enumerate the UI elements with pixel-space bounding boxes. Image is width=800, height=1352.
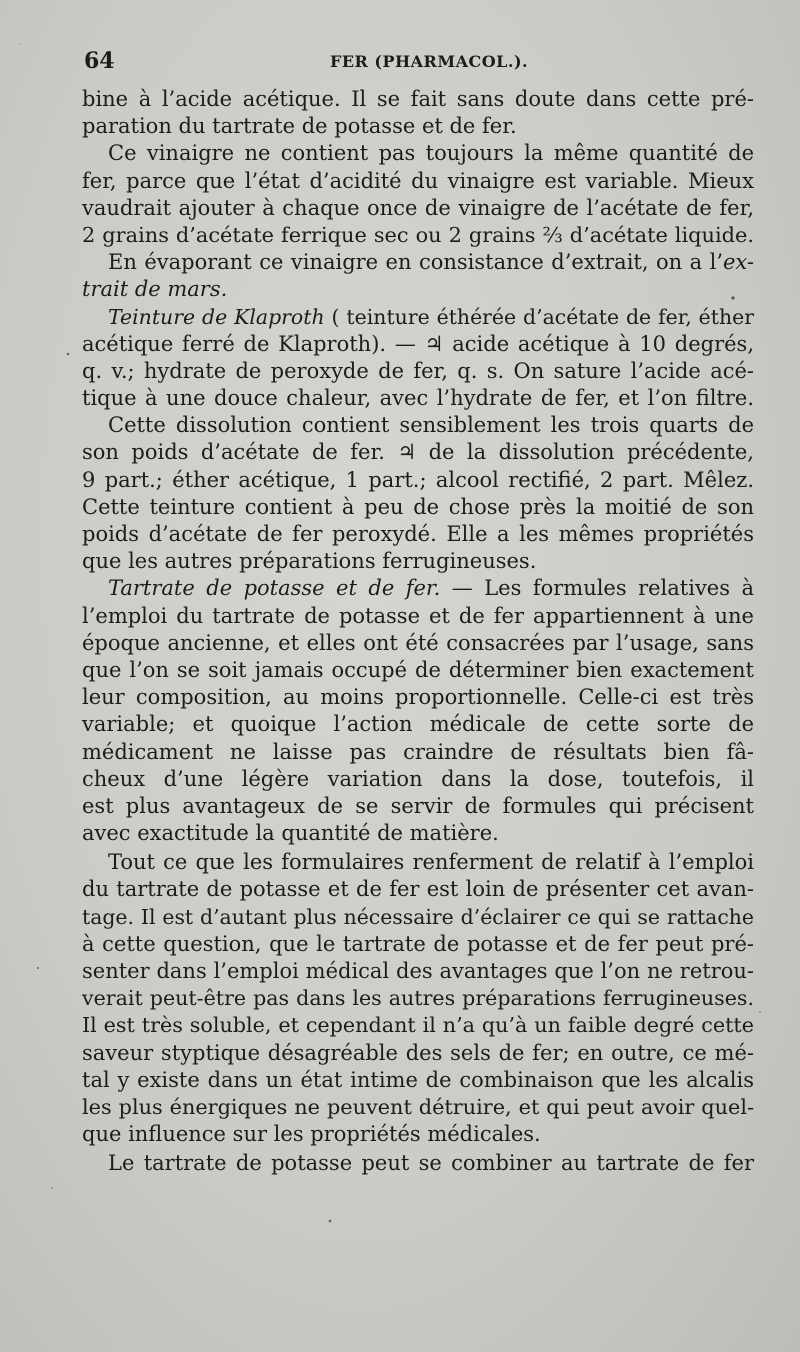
- text-line: bine à l’acide acétique. Il se fait sans doute dans cette pré-: [82, 87, 754, 111]
- text-line: les plus énergiques ne peuvent détruire, et qui peut avoir quel-: [82, 1094, 754, 1119]
- text-line: acétique ferré de Klaproth). — ♃ acide acétique à 10 degrés,: [82, 331, 754, 356]
- text-line: du tartrate de potasse et de fer est loin de présenter cet avan-: [82, 877, 754, 902]
- text-line: q. v.; hydrate de peroxyde de fer, q. s. On sature l’acide acé-: [82, 358, 754, 383]
- text-line: Le tartrate de potasse peut se combiner au tartrate de fer: [108, 1151, 754, 1176]
- text-line: variable; et quoique l’action médicale de cette sorte de: [82, 712, 754, 737]
- text-line: médicament ne laisse pas craindre de résultats bien fâ-: [82, 739, 754, 764]
- text-line: à cette question, que le tartrate de potasse et de fer peut pré-: [82, 931, 754, 956]
- body-text: [82, 86, 754, 1178]
- text-line: Il est très soluble, et cependant il n’a qu’à un faible degré cette: [82, 1013, 754, 1038]
- text-line: senter dans l’emploi médical des avantages que l’on ne retrou-: [82, 959, 754, 983]
- text-line: Cette teinture contient à peu de chose près la moitié de son: [82, 494, 754, 519]
- text-line: que influence sur les propriétés médicales.: [82, 1122, 541, 1147]
- text-line: tage. Il est d’autant plus nécessaire d’éclairer ce qui se rattache: [82, 904, 754, 929]
- text-line: 9 part.; éther acétique, 1 part.; alcool rectifié, 2 part. Mêlez.: [82, 467, 754, 492]
- text-line: En évaporant ce vinaigre en consistance d’extrait, on a l’ex-: [108, 250, 754, 275]
- text-line: poids d’acétate de fer peroxydé. Elle a les mêmes propriétés: [82, 522, 754, 546]
- text-line: époque ancienne, et elles ont été consacrées par l’usage, sans: [82, 630, 754, 655]
- text-line: cheux d’une légère variation dans la dose, toutefois, il: [82, 766, 754, 791]
- text-line: leur composition, au moins proportionnelle. Celle-ci est très: [82, 685, 754, 710]
- text-line: avec exactitude la quantité de matière.: [82, 821, 499, 846]
- text-line: tique à une douce chaleur, avec l’hydrate de fer, et l’on filtre.: [82, 386, 754, 411]
- text-line: est plus avantageux de se servir de formules qui précisent: [82, 793, 754, 818]
- text-line: Tartrate de potasse et de fer. — Les formules relatives à: [108, 576, 754, 601]
- text-line: Ce vinaigre ne contient pas toujours la même quantité de: [108, 141, 754, 166]
- text-line: 2 grains d’acétate ferrique sec ou 2 grains ⅔ d’acétate liquide.: [82, 222, 754, 247]
- running-head: FER (PHARMACOL.).: [330, 52, 529, 71]
- text-line: l’emploi du tartrate de potasse et de fer appartiennent à une: [82, 603, 754, 628]
- page-header: [84, 48, 754, 80]
- text-line: trait de mars.: [82, 277, 228, 302]
- text-line: que les autres préparations ferrugineuses.: [82, 549, 537, 574]
- text-line: saveur styptique désagréable des sels de fer; en outre, ce mé-: [82, 1040, 754, 1065]
- text-line: Teinture de Klaproth ( teinture éthérée d’acétate de fer, éther: [108, 304, 754, 329]
- text-line: paration du tartrate de potasse et de fer.: [82, 114, 517, 139]
- text-line: son poids d’acétate de fer. ♃ de la dissolution précédente,: [82, 440, 754, 465]
- text-line: tal y existe dans un état intime de combinaison que les alcalis: [82, 1067, 754, 1092]
- page-number: 64: [84, 48, 115, 74]
- text-line: vaudrait ajouter à chaque once de vinaigre de l’acétate de fer,: [82, 195, 754, 220]
- text-line: verait peut-être pas dans les autres préparations ferrugineuses.: [82, 986, 754, 1011]
- text-line: Tout ce que les formulaires renferment de relatif à l’emploi: [108, 850, 754, 875]
- text-line: Cette dissolution contient sensiblement les trois quarts de: [108, 413, 754, 438]
- text-line: que l’on se soit jamais occupé de déterminer bien exactement: [82, 657, 754, 682]
- text-line: fer, parce que l’état d’acidité du vinaigre est variable. Mieux: [82, 168, 754, 193]
